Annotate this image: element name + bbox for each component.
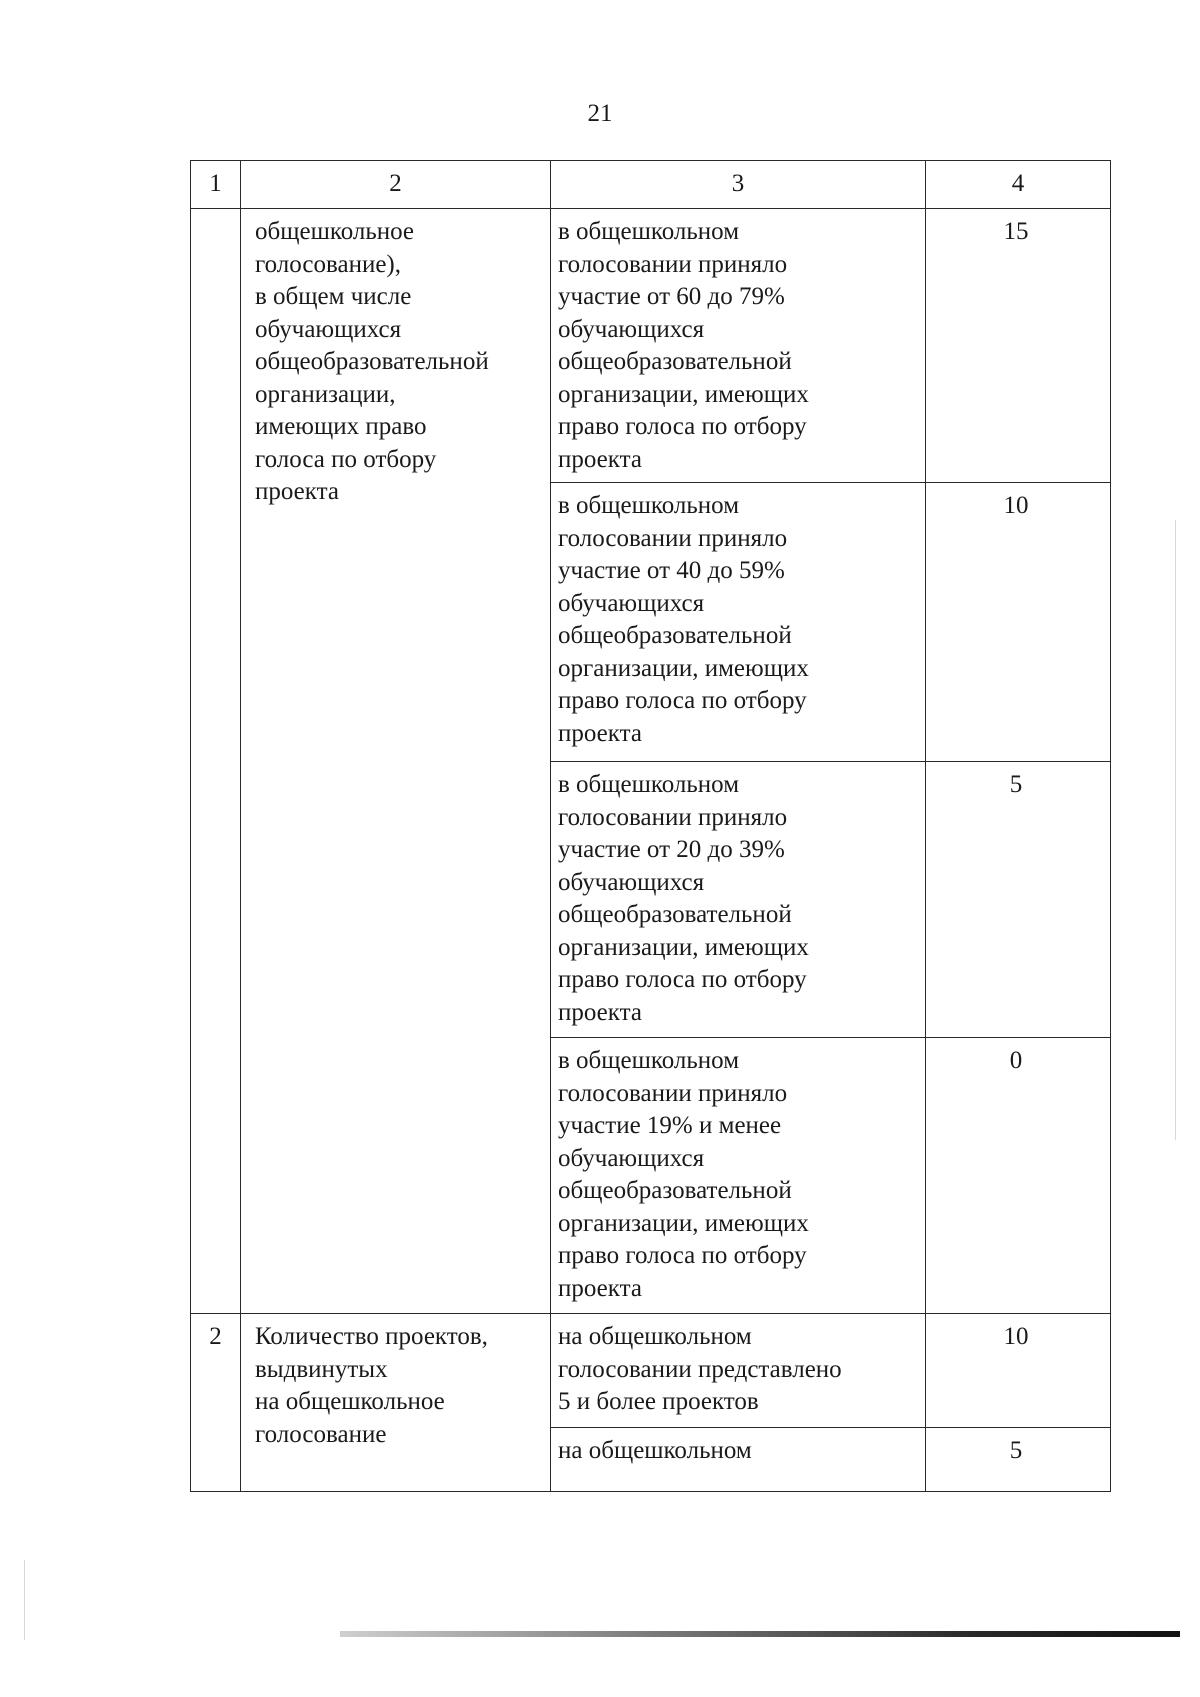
condition-text: в общешкольном голосовании приняло участие от 60 до 79% обучающихся общеобразовательной организации, имеющих право голоса по отбору проекта [558, 218, 809, 473]
criteria-table [190, 160, 1111, 1492]
table-row [191, 209, 1111, 483]
scan-margin-mark [1175, 520, 1176, 1140]
condition-text: на общешкольном голосовании представлено 5 и более проектов [558, 1323, 842, 1415]
criterion-cell [241, 1314, 551, 1492]
score-cell: 0 [926, 1038, 1111, 1314]
criterion-text: общешкольное голосование), в общем числе обучающихся общеобразовательной организации, имеющих право голоса по отбору проекта [255, 218, 489, 505]
page-number: 21 [587, 100, 613, 127]
score-cell: 10 [926, 483, 1111, 762]
condition-cell [551, 762, 926, 1038]
condition-text: на общешкольном [558, 1437, 752, 1464]
criterion-text: Количество проектов, выдвинутых на общешкольное голосование [255, 1323, 488, 1448]
header-cell-4: 4 [926, 161, 1111, 209]
score-cell: 5 [926, 762, 1111, 1038]
scan-margin-mark [24, 1560, 25, 1640]
row-number: 2 [191, 1314, 241, 1492]
criterion-cell [241, 209, 551, 1314]
condition-cell [551, 1314, 926, 1428]
header-cell-2: 2 [241, 161, 551, 209]
condition-cell [551, 1428, 926, 1492]
condition-cell [551, 1038, 926, 1314]
condition-cell [551, 209, 926, 483]
condition-cell [551, 483, 926, 762]
condition-text: в общешкольном голосовании приняло участие от 20 до 39% обучающихся общеобразовательной организации, имеющих право голоса по отбору проекта [558, 771, 809, 1026]
header-cell-1: 1 [191, 161, 241, 209]
table-header-row [191, 161, 1111, 209]
score-cell: 10 [926, 1314, 1111, 1428]
score-cell: 5 [926, 1428, 1111, 1492]
row-number [191, 209, 241, 1314]
table-row [191, 1314, 1111, 1428]
score-cell: 15 [926, 209, 1111, 483]
header-cell-3: 3 [551, 161, 926, 209]
scan-edge-line [340, 1631, 1180, 1637]
condition-text: в общешкольном голосовании приняло участие 19% и менее обучающихся общеобразовательной организации, имеющих право голоса по отбору проекта [558, 1047, 809, 1302]
condition-text: в общешкольном голосовании приняло участие от 40 до 59% обучающихся общеобразовательной организации, имеющих право голоса по отбору проекта [558, 492, 809, 747]
